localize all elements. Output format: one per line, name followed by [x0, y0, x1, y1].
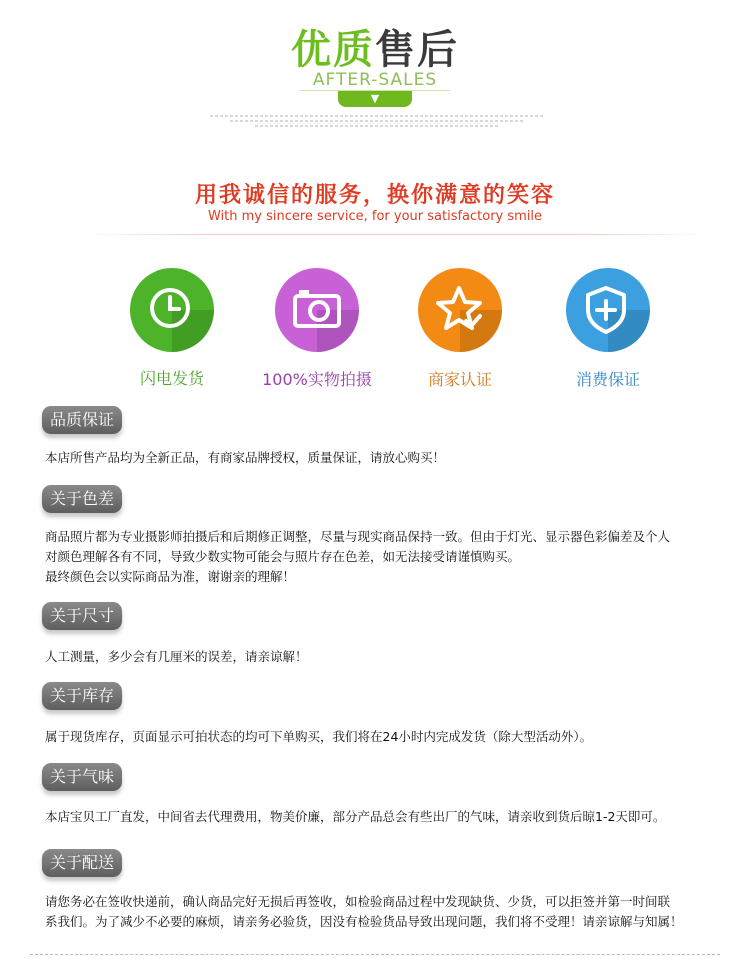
- section-text-quality: [45, 448, 725, 468]
- feature-label-fast-shipping: 闪电发货: [139, 369, 204, 388]
- shield-plus-icon: [566, 268, 650, 352]
- star-check-icon: [418, 268, 502, 352]
- clock-icon: [130, 268, 214, 352]
- feature-label-real-photos: 100%实物拍摄: [262, 370, 372, 389]
- section-tab-size: 关于尺寸: [42, 602, 122, 630]
- slogan-english: With my sincere service, for your satisfactory smile: [207, 209, 543, 224]
- section-line: 商品照片都为专业摄影师拍摄后和后期修正调整，尽量与现实商品保持一致。但由于灯光、显示器色彩偏差及个人: [45, 529, 671, 544]
- slogan-chinese: 用我诚信的服务，换你满意的笑容: [194, 183, 555, 208]
- section-text-color: [45, 527, 725, 587]
- page-subtitle: AFTER-SALES: [312, 70, 438, 90]
- section-text-stock: [45, 727, 725, 747]
- camera-icon: [275, 268, 359, 352]
- section-line: 本店宝贝工厂直发，中间省去代理费用，物美价廉，部分产品总会有些出厂的气味，请亲收到货后晾1-2天即可。: [45, 809, 666, 824]
- slogan-divider: [85, 234, 705, 235]
- section-line: 请您务必在签收快递前，确认商品完好无损后再签收，如检验商品过程中发现缺货、少货，可以拒签并第一时间联: [45, 894, 671, 909]
- section-text-delivery: [45, 892, 725, 932]
- section-line: 属于现货库存，页面显示可拍状态的均可下单购买，我们将在24小时内完成发货（除大型活动外）。: [45, 729, 593, 744]
- header-fine-line-3: [255, 125, 500, 127]
- section-tab-stock: 关于库存: [42, 682, 122, 710]
- section-line: 本店所售产品均为全新正品，有商家品牌授权，质量保证，请放心购买！: [45, 450, 446, 465]
- header-fine-line-2: [230, 120, 525, 122]
- section-tab-delivery: 关于配送: [42, 849, 122, 877]
- section-line: 最终颜色会以实际商品为准，谢谢亲的理解！: [45, 569, 296, 584]
- section-line: 对颜色理解各有不同，导致少数实物可能会与照片存在色差，如无法接受请谨慎购买。: [45, 549, 521, 564]
- header-fine-line: [210, 115, 545, 117]
- feature-label-merchant-cert: 商家认证: [427, 370, 492, 389]
- header-arrow-tab: [338, 91, 412, 107]
- section-tab-odor: 关于气味: [42, 763, 122, 791]
- feature-label-consumer-guarantee: 消费保证: [575, 370, 640, 389]
- section-line: 人工测量，多少会有几厘米的误差，请亲谅解！: [45, 649, 308, 664]
- footer-divider: [30, 954, 720, 956]
- section-tab-color: 关于色差: [42, 485, 122, 513]
- section-text-size: [45, 647, 725, 667]
- page-title: 优质售后: [291, 27, 459, 73]
- arrow-down-icon: ▼: [370, 92, 380, 105]
- section-text-odor: [45, 807, 725, 827]
- section-line: 系我们。为了减少不必要的麻烦，请亲务必验货，因没有检验货品导致出现问题，我们将不受理！请亲谅解与知属！: [45, 914, 683, 929]
- section-tab-quality: 品质保证: [42, 406, 122, 434]
